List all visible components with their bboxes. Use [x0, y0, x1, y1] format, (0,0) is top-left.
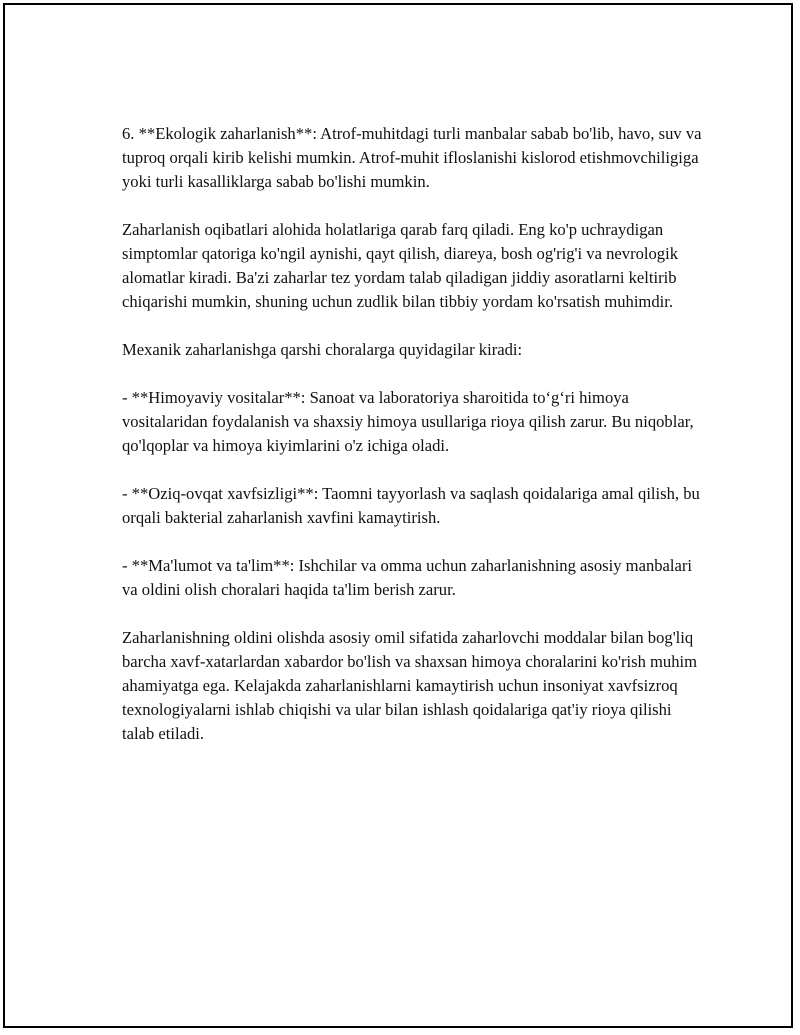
document-body	[122, 122, 702, 770]
paragraph-prevention-conclusion: Zaharlanishning oldini olishda asosiy omil sifatida zaharlovchi moddalar bilan bog'liq barcha xavf-xatarlardan xabardor bo'lish va shaxsan himoya choralarini ko'rish muhim ahamiyatga ega. Kelajakda zaharlanishlarni kamaytirish uchun insoniyat xavfsizroq texnologiyalarni ishlab chiqishi va ular bilan ishlash qoidalariga qat'iy rioya qilishi talab etiladi.	[122, 628, 698, 743]
page-frame	[3, 3, 793, 1028]
paragraph-ecological-poisoning: 6. **Ekologik zaharlanish**: Atrof-muhitdagi turli manbalar sabab bo'lib, havo, suv va tuproq orqali kirib kelishi mumkin. Atrof-muhit ifloslanishi kislorod etishmovchiligiga yoki turli kasalliklarga sabab bo'lishi mumkin.	[122, 124, 702, 191]
list-item-food-safety: - **Oziq-ovqat xavfsizligi**: Taomni tayyorlash va saqlash qoidalariga amal qilish, bu orqali bakterial zaharlanish xavfini kamaytirish.	[122, 484, 700, 527]
paragraph-poisoning-consequences: Zaharlanish oqibatlari alohida holatlariga qarab farq qiladi. Eng ko'p uchraydigan simptomlar qatoriga ko'ngil aynishi, qayt qilish, diareya, bosh og'rig'i va nevrologik alomatlar kiradi. Ba'zi zaharlar tez yordam talab qiladigan jiddiy asoratlarni keltirib chiqarishi mumkin, shuning uchun zudlik bilan tibbiy yordam ko'rsatish muhimdir.	[122, 220, 679, 311]
list-item-protective-means: - **Himoyaviy vositalar**: Sanoat va laboratoriya sharoitida to‘g‘ri himoya vositalaridan foydalanish va shaxsiy himoya usullariga rioya qilish zarur. Bu niqoblar, qo'lqoplar va himoya kiyimlarini o'z ichiga oladi.	[122, 388, 694, 455]
list-item-information-education: - **Ma'lumot va ta'lim**: Ishchilar va omma uchun zaharlanishning asosiy manbalari va oldini olish choralari haqida ta'lim berish zarur.	[122, 556, 693, 599]
paragraph-mechanical-measures-intro: Mexanik zaharlanishga qarshi choralarga quyidagilar kiradi:	[122, 340, 523, 359]
